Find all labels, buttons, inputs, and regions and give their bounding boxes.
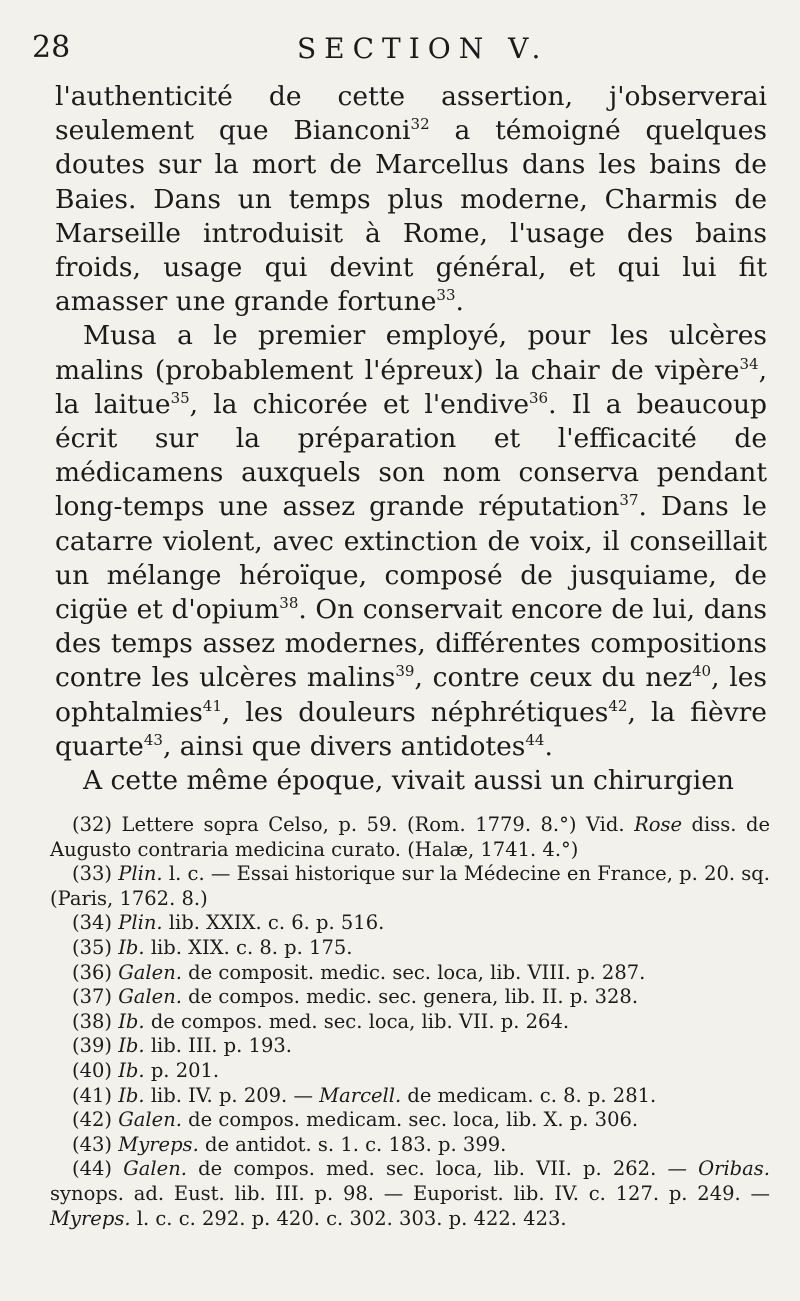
footnote: (42) Galen. de compos. medicam. sec. loca, lib. X. p. 306.	[72, 1108, 639, 1132]
footnote-ref: 33	[436, 286, 456, 305]
footnote-ref: 39	[395, 662, 415, 681]
footnote-ref: 38	[279, 594, 299, 613]
running-title: SECTION V.	[297, 32, 549, 65]
paragraph: A cette même époque, vivait aussi un chirurgien	[83, 765, 734, 797]
footnote-ref: 41	[202, 696, 222, 715]
body-text	[55, 80, 767, 798]
footnote-ref: 40	[692, 662, 712, 681]
footnote-ref: 37	[619, 491, 639, 510]
footnote: (37) Galen. de compos. medic. sec. genera, lib. II. p. 328.	[72, 985, 639, 1009]
footnote: (32) Lettere sopra Celso, p. 59. (Rom. 1779. 8.°) Vid. Rose diss. de Augusto contraria medicina curato. (Halæ, 1741. 4.°)	[50, 813, 770, 861]
footnote: (36) Galen. de composit. medic. sec. loca, lib. VIII. p. 287.	[72, 960, 646, 984]
footnote: (34) Plin. lib. XXIX. c. 6. p. 516.	[72, 911, 385, 935]
footnote: (44) Galen. de compos. med. sec. loca, lib. VII. p. 262. — Oribas. synops. ad. Eust. lib. III. p. 98. — Euporist. lib. IV. c. 127. p. 249. — Myreps. l. c. c. 292. p. 420. c. 302. 303. p. 422. 423.	[50, 1157, 770, 1230]
footnote: (41) Ib. lib. IV. p. 209. — Marcell. de medicam. c. 8. p. 281.	[72, 1083, 657, 1107]
footnote: (43) Myreps. de antidot. s. 1. c. 183. p. 399.	[72, 1132, 507, 1156]
footnote: (38) Ib. de compos. med. sec. loca, lib. VII. p. 264.	[72, 1009, 570, 1033]
page-header	[32, 30, 772, 70]
footnote: (33) Plin. l. c. — Essai historique sur la Médecine en France, p. 20. sq. (Paris, 1762. 8.)	[50, 862, 770, 910]
paragraph: Musa a le premier employé, pour les ulcères malins (probablement l'épreux) la chair de vipère$^{34}$, la laitue$^{35}$, la chicorée et l'endive$^{36}$. Il a beaucoup écrit sur la préparation et l'efficacité de médicamens auxquels son nom conserva pendant long-temps une assez grande réputation$^{37}$. Dans le catarre violent, avec extinction de voix, il conseillait un mélange héroïque, composé de jusquiame, de cigüe et d'opium$^{38}$. On conservait encore de lui, dans des temps assez modernes, différentes compositions contre les ulcères malins$^{39}$, contre ceux du nez$^{40}$, les ophtalmies$^{41}$, les douleurs néphrétiques$^{42}$, la fièvre quarte$^{43}$, ainsi que divers antidotes$^{44}$.	[55, 320, 768, 762]
footnote-ref: 36	[529, 389, 549, 407]
paragraph: l'authenticité de cette assertion, j'observerai seulement que Bianconi$^{32}$ a témoigné quelques doutes sur la mort de Marcellus dans les bains de Baies. Dans un temps plus moderne, Charmis de Marseille introduisit à Rome, l'usage des bains froids, usage qui devint général, et qui lui fit amasser une grande fortune$^{33}$.	[55, 81, 767, 318]
footnote: (35) Ib. lib. XIX. c. 8. p. 175.	[72, 935, 353, 959]
footnote: (39) Ib. lib. III. p. 193.	[72, 1034, 292, 1058]
footnote: (40) Ib. p. 201.	[72, 1058, 220, 1082]
footnote-ref: 42	[608, 696, 628, 715]
footnotes	[50, 813, 770, 1231]
footnote-ref: 34	[739, 354, 759, 373]
footnote-ref: 43	[143, 731, 163, 750]
footnote-ref: 44	[525, 731, 545, 750]
page-number: 28	[32, 30, 71, 65]
footnote-ref: 32	[410, 115, 430, 134]
footnote-ref: 35	[170, 389, 190, 407]
